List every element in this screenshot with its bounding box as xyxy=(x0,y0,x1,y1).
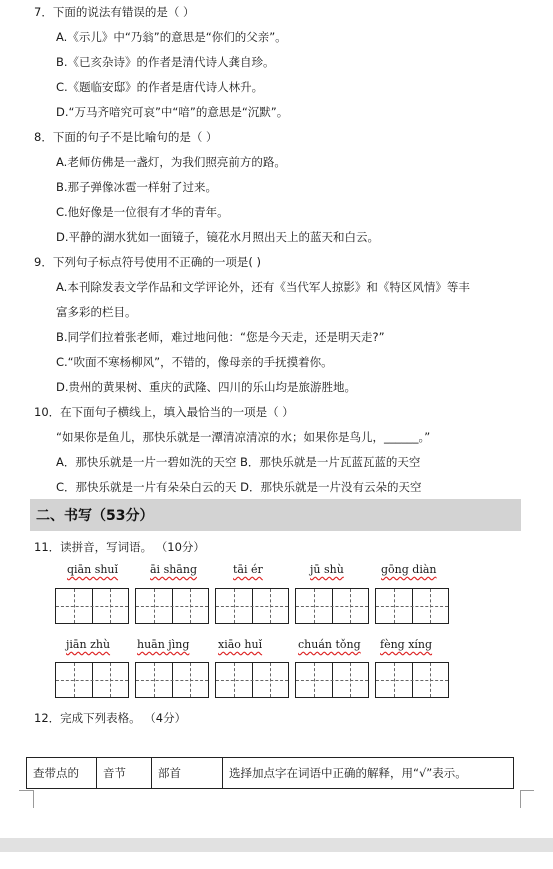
margin-corner-mark xyxy=(520,790,535,808)
writing-grid-box[interactable] xyxy=(55,588,129,624)
q10-sentence: “如果你是鱼儿，那快乐就是一潭清凉清凉的水；如果你是鸟儿，______。” xyxy=(56,430,431,444)
writing-grid-box[interactable] xyxy=(295,662,369,698)
pinyin-label: xiāo huǐ xyxy=(218,638,263,651)
q8-option-a: A.老师仿佛是一盏灯，为我们照亮前方的路。 xyxy=(56,155,286,169)
q7-option-d: D.“万马齐喑究可哀”中“喑”的意思是“沉默”。 xyxy=(56,105,289,119)
pinyin-label: qiān shuǐ xyxy=(67,563,119,576)
section-title: 二、书写（53分） xyxy=(36,508,154,524)
table-header-cell: 查带点的 xyxy=(27,758,97,789)
q10-options-row2: C．那快乐就是一片有朵朵白云的天 D．那快乐就是一片没有云朵的天空 xyxy=(56,480,422,494)
q12-stem: 12．完成下列表格。 （4分） xyxy=(34,711,187,725)
q9-option-d: D.贵州的黄果树、重庆的武隆、四川的乐山均是旅游胜地。 xyxy=(56,380,357,394)
writing-grid-box[interactable] xyxy=(135,588,209,624)
q7-option-b: B.《已亥杂诗》的作者是清代诗人龚自珍。 xyxy=(56,55,275,69)
q8-stem: 8．下面的句子不是比喻句的是（ ） xyxy=(34,130,218,144)
margin-corner-mark xyxy=(19,790,34,808)
q8-option-d: D.平静的湖水犹如一面镜子，镜花水月照出天上的蓝天和白云。 xyxy=(56,230,380,244)
pinyin-label: fèng xíng xyxy=(380,638,433,651)
pinyin-label: jiān zhù xyxy=(66,638,111,651)
q7-stem: 7．下面的说法有错误的是（ ） xyxy=(34,5,195,19)
q9-stem: 9．下列句子标点符号使用不正确的一项是( ) xyxy=(34,255,261,269)
q11-stem: 11．读拼音，写词语。 （10分） xyxy=(34,540,205,554)
q10-stem: 10．在下面句子横线上，填入最恰当的一项是（ ） xyxy=(34,405,294,419)
table-header-cell: 部首 xyxy=(152,758,223,789)
pinyin-label: gōng diàn xyxy=(381,563,437,576)
pinyin-label: āi shāng xyxy=(150,563,197,576)
writing-grid-box[interactable] xyxy=(135,662,209,698)
q9-option-a-line2: 富多彩的栏目。 xyxy=(56,305,137,319)
q9-option-b: B.同学们拉着张老师，难过地问他：“您是今天走，还是明天走?” xyxy=(56,330,385,344)
writing-grid-box[interactable] xyxy=(375,588,449,624)
section-header-bar xyxy=(30,499,521,531)
q10-options-row1: A．那快乐就是一片一碧如洗的天空 B．那快乐就是一片瓦蓝瓦蓝的天空 xyxy=(56,455,421,469)
q12-table xyxy=(26,757,514,789)
page-gap xyxy=(0,838,553,852)
q7-option-a: A.《示儿》中“乃翁”的意思是“你们的父亲”。 xyxy=(56,30,287,44)
table-header-cell: 选择加点字在词语中正确的解释，用“√”表示。 xyxy=(223,758,514,789)
q9-option-c: C.“吹面不寒杨柳风”，不错的，像母亲的手抚摸着你。 xyxy=(56,355,333,369)
q9-option-a-line1: A.本刊除发表文学作品和文学评论外，还有《当代军人掠影》和《特区风情》等丰 xyxy=(56,280,470,294)
q8-option-c: C.他好像是一位很有才华的青年。 xyxy=(56,205,229,219)
pinyin-label: chuán tǒng xyxy=(298,638,361,651)
table-header-cell: 音节 xyxy=(97,758,152,789)
writing-grid-box[interactable] xyxy=(215,588,289,624)
q8-option-b: B.那子弹像冰雹一样射了过来。 xyxy=(56,180,218,194)
margin-corner-mark xyxy=(19,790,33,791)
writing-grid-box[interactable] xyxy=(215,662,289,698)
writing-grid-box[interactable] xyxy=(375,662,449,698)
margin-corner-mark xyxy=(520,790,534,791)
pinyin-label: tāi ér xyxy=(233,563,263,576)
table-header-row xyxy=(27,758,514,789)
pinyin-label: huān jìng xyxy=(137,638,190,651)
writing-grid-box[interactable] xyxy=(295,588,369,624)
writing-grid-box[interactable] xyxy=(55,662,129,698)
pinyin-label: jū shù xyxy=(310,563,344,576)
q7-option-c: C.《题临安邸》的作者是唐代诗人林升。 xyxy=(56,80,264,94)
